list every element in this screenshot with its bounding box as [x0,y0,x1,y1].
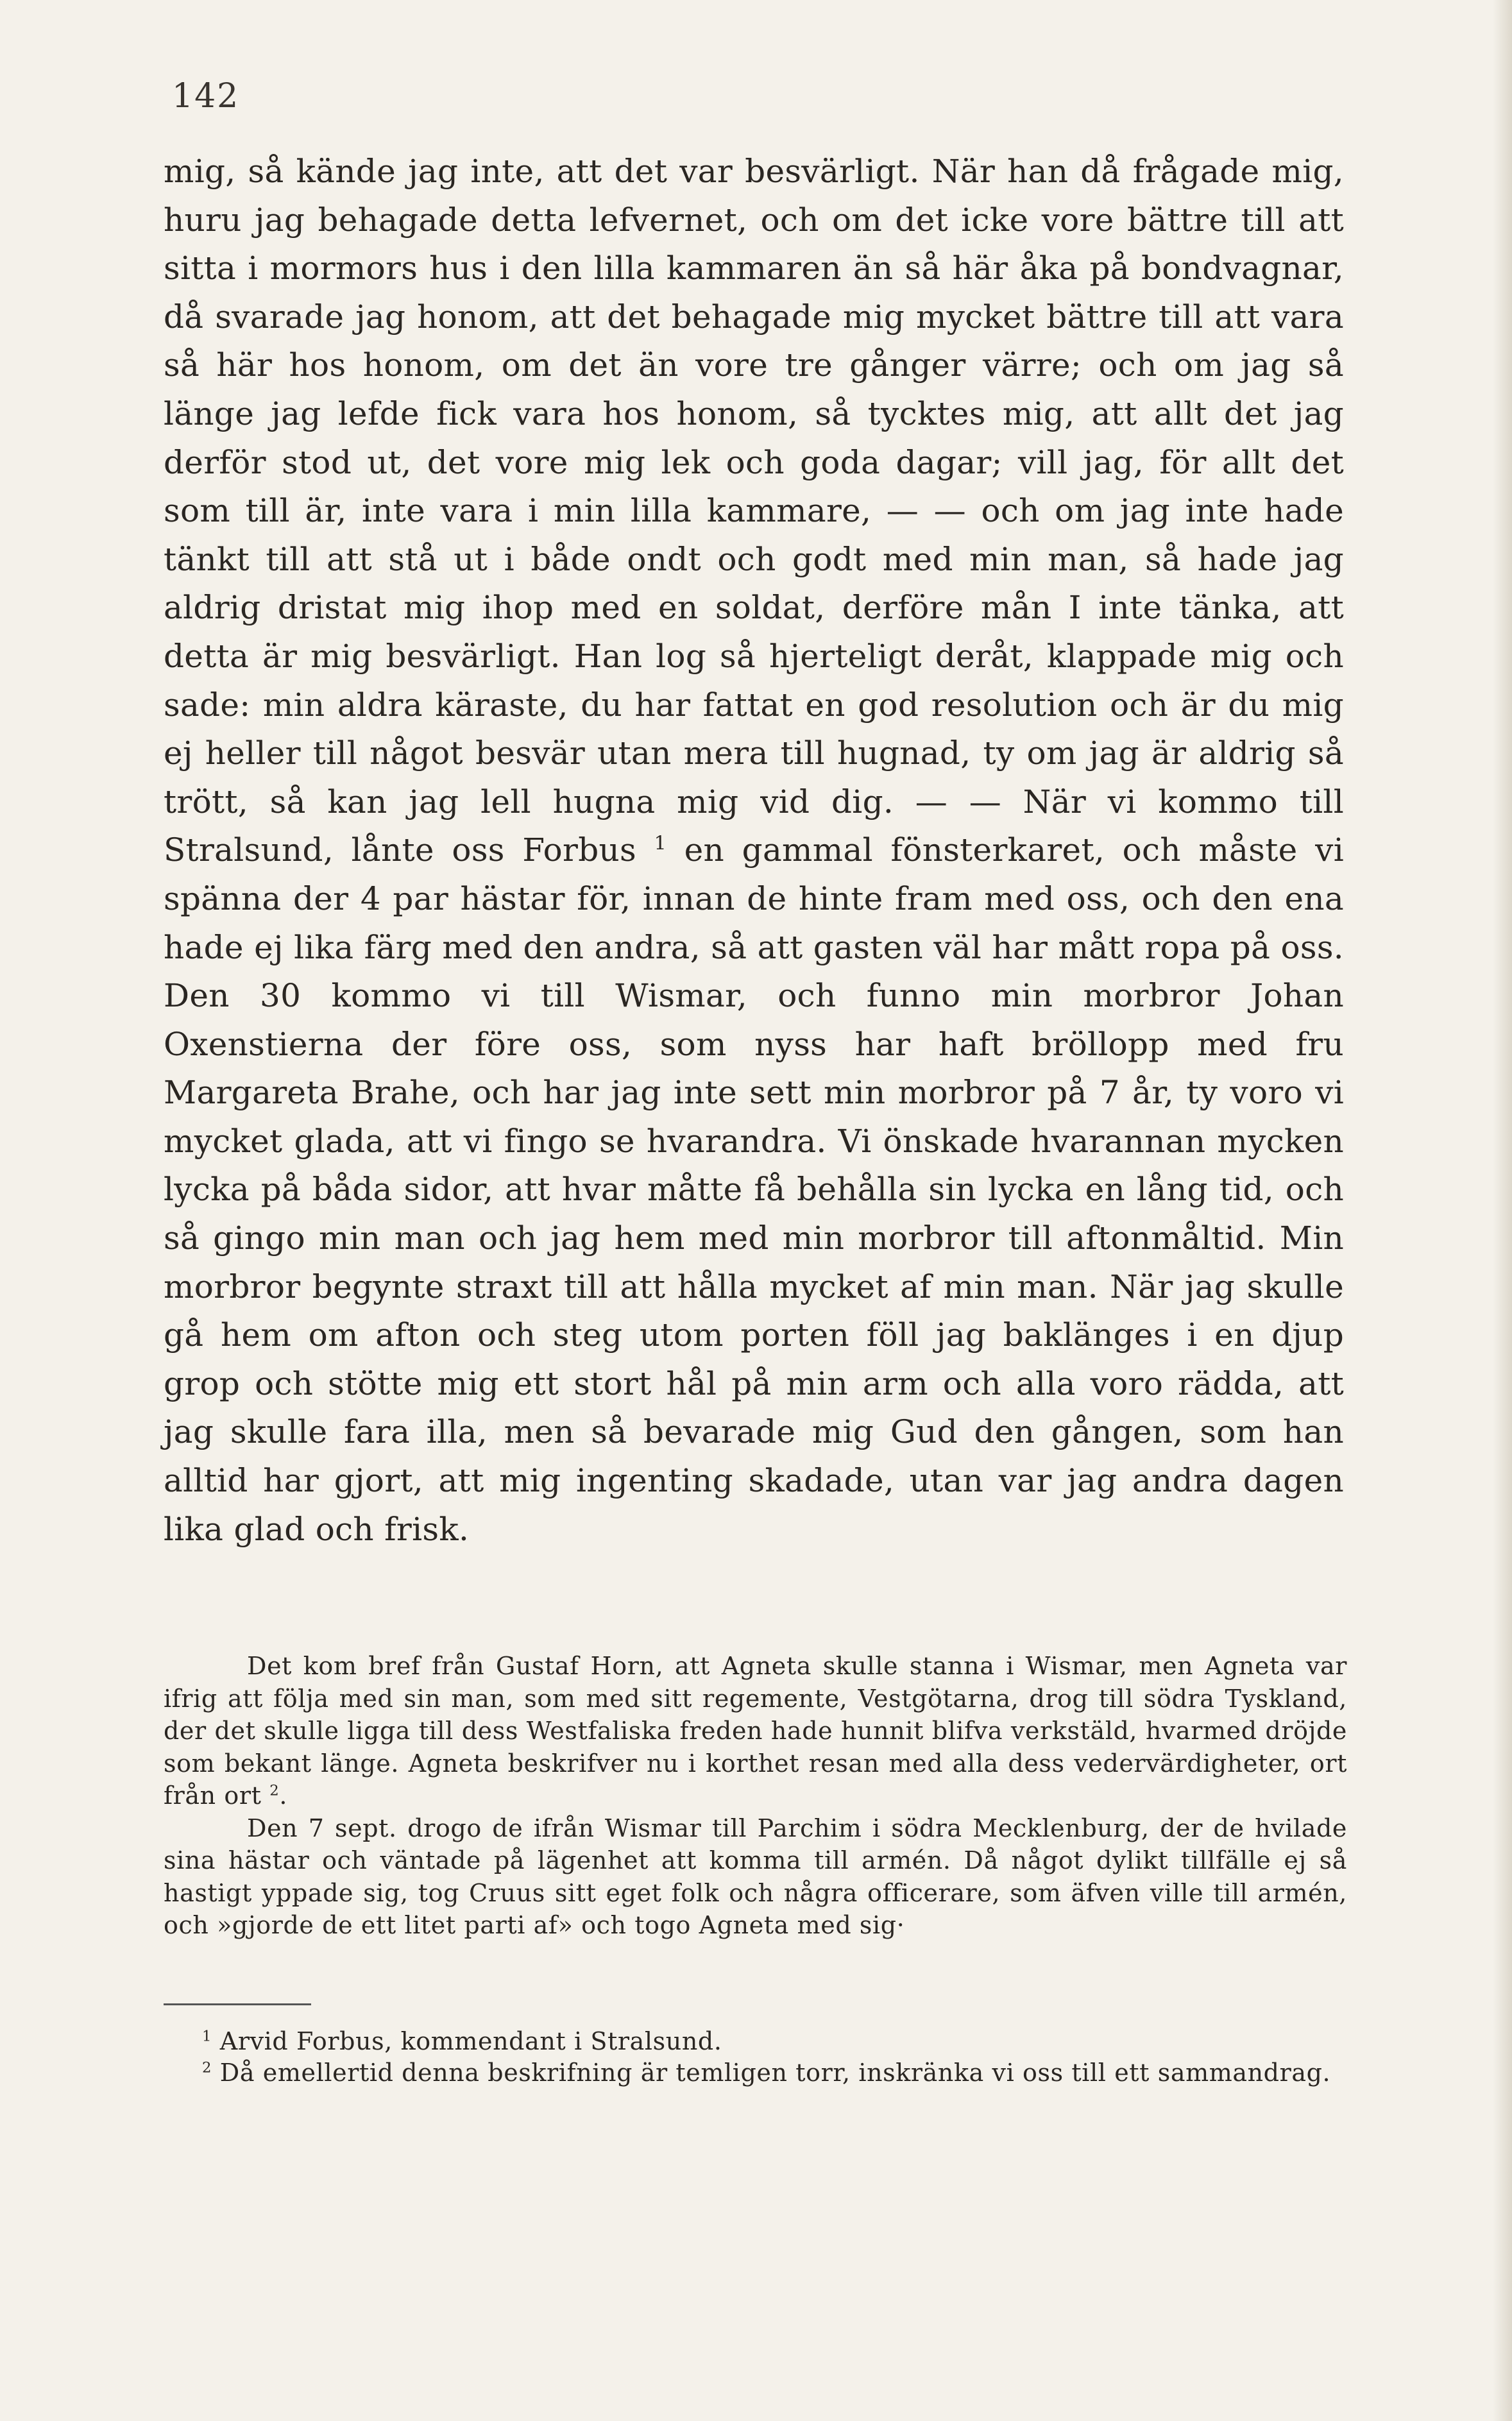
page-edge-shadow [1493,0,1512,2421]
footnote-1 [164,2026,1347,2057]
editor-note-paragraph-1-end: . [279,1781,288,1810]
editor-note-paragraph-1 [164,1650,1347,1812]
page-number: 142 [172,77,240,115]
footnote-2-text: Då emellertid denna beskrifning är temligen torr, inskränka vi oss till ett sammandrag. [212,2059,1331,2087]
footnote-divider [164,2003,311,2005]
footnote-2-mark: 2 [202,2059,212,2077]
footnote-ref-1: 1 [654,832,667,855]
footnote-ref-2: 2 [269,1782,280,1799]
main-text-part-2: en gammal fönsterkaret, och måste vi spänna der 4 par hästar för, innan de hinte fram med oss, och den ena hade ej lika färg med den andra, så att gasten väl har mått ropa på oss. Den 30 kommo vi till Wismar, och funno min morbror Johan Oxenstierna der före oss, som nyss har haft bröllopp med fru Margareta Brahe, och har jag inte sett min morbror på 7 år, ty voro vi mycket glada, att vi fingo se hvarandra. Vi önskade hvarannan mycken lycka på båda sidor, att hvar måtte få behålla sin lycka en lång tid, och så gingo min man och jag hem med min morbror till aftonmåltid. Min morbror begynte straxt till att hålla mycket af min man. När jag skulle gå hem om afton och steg utom porten föll jag baklänges i en djup grop och stötte mig ett stort hål på min arm och alla voro rädda, att jag skulle fara illa, men så bevarade mig Gud den gången, som han alltid har gjort, att mig ingenting skadade, utan var jag andra dagen lika glad och frisk. [164,831,1344,1548]
footnotes [164,2026,1347,2089]
editor-note-paragraph-1-text: Det kom bref från Gustaf Horn, att Agneta skulle stanna i Wismar, men Agneta var ifrig att följa med sin man, som med sitt regemente, Vestgötarna, drog till södra Tyskland, der det skulle ligga till dess Westfaliska freden hade hunnit blifva verkstäld, hvarmed dröjde som bekant länge. Agneta beskrifver nu i korthet resan med alla dess vedervärdigheter, ort från ort [164,1652,1347,1810]
footnote-1-text: Arvid Forbus, kommendant i Stralsund. [212,2027,722,2055]
main-text-part-1: mig, så kände jag inte, att det var besvärligt. När han då frågade mig, huru jag behagade detta lefvernet, och om det icke vore bättre till att sitta i mormors hus i den lilla kammaren än så här åka på bondvagnar, då svarade jag honom, att det behagade mig mycket bättre till att vara så här hos honom, om det än vore tre gånger värre; och om jag så länge jag lefde fick vara hos honom, så tycktes mig, att allt det jag derför stod ut, det vore mig lek och goda dagar; vill jag, för allt det som till är, inte vara i min lilla kammare, — — och om jag inte hade tänkt till att stå ut i både ondt och godt med min man, så hade jag aldrig dristat mig ihop med en soldat, derföre mån I inte tänka, att detta är mig besvärligt. Han log så hjerteligt deråt, klappade mig och sade: min aldra käraste, du har fattat en god resolution och är du mig ej heller till något besvär utan mera till hugnad, ty om jag är aldrig så trött, så kan jag lell hugna mig vid dig. — — När vi kommo till Stralsund, lånte oss Forbus [164,153,1344,869]
editor-note-paragraph-2: Den 7 sept. drogo de ifrån Wismar till Parchim i södra Mecklenburg, der de hvilade sina hästar och väntade på lägenhet att komma till armén. Då något dylikt tillfälle ej så hastigt yppade sig, tog Cruus sitt eget folk och några officerare, som äfven ville till armén, och »gjorde de ett litet parti af» och togo Agneta med sig· [164,1814,1347,1939]
main-text [164,148,1344,1554]
editor-note [164,1650,1347,1942]
footnote-1-mark: 1 [202,2028,212,2045]
footnote-2 [164,2057,1347,2089]
